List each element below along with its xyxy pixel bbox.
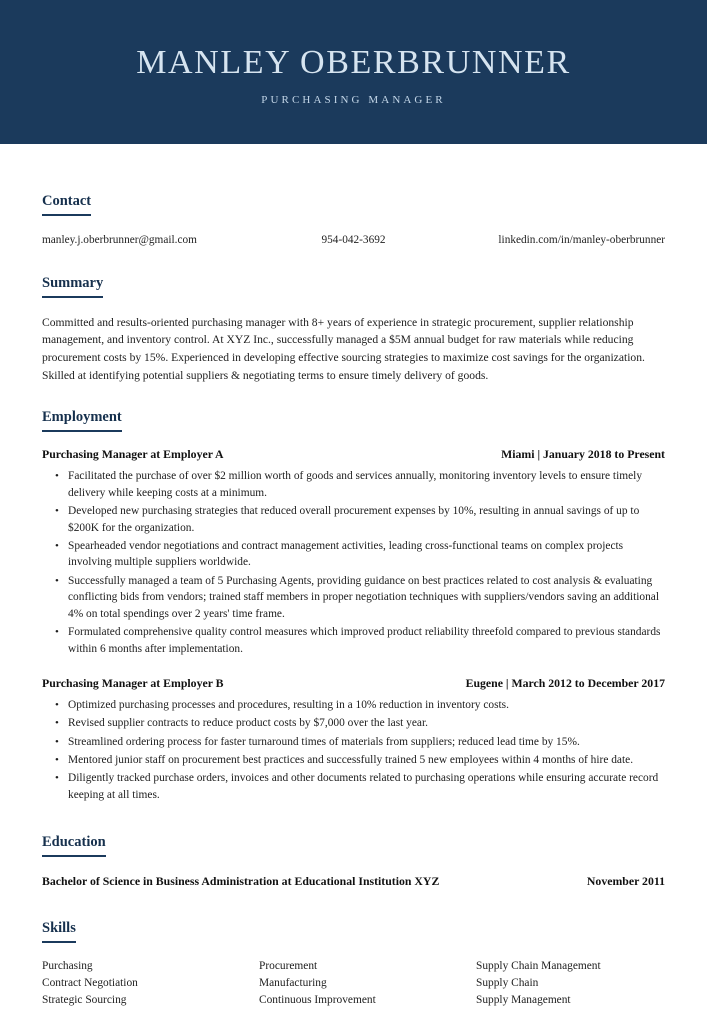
job-location-dates: Miami | January 2018 to Present (501, 447, 665, 462)
job-bullet: • Formulated comprehensive quality control measures which improved product reliability threefold compared to previous standards within 6 months after implementation. (68, 624, 665, 657)
job-bullet: • Spearheaded vendor negotiations and contract management activities, leading cross-functional teams on complex projects involving multiple suppliers worldwide. (68, 538, 665, 571)
section-employment (42, 384, 665, 803)
section-summary (42, 246, 665, 384)
job-bullet: • Streamlined ordering process for faster turnaround times of materials from suppliers; reduced lead time by 15%. (68, 734, 665, 751)
section-education (42, 805, 665, 889)
summary-paragraph: Committed and results-oriented purchasing manager with 8+ years of experience in strategic procurement, supplier relationship management, and inventory control. At XYZ Inc., successfully managed a $5M annual budget for raw materials while reducing procurement costs by 15%. Experienced in developing effective sourcing strategies to maximize cost savings for the organization. Skilled at identifying potential suppliers & negotiating terms to ensure timely delivery of goods. (42, 315, 645, 382)
contact-email[interactable]: manley.j.oberbrunner@gmail.com (42, 233, 197, 246)
skill-item: Manufacturing (259, 976, 327, 989)
job-bullet: • Successfully managed a team of 5 Purchasing Agents, providing guidance on best practices related to cost analysis & evaluating conflicting bids from vendors; trained staff members in proper negotiation techniques with suppliers/vendors saving an additional 4% on total spendings over 2 years' time frame. (68, 573, 665, 623)
job-bullet: • Developed new purchasing strategies that reduced overall procurement expenses by 10%, resulting in annual savings of up to $200K for the organization. (68, 503, 665, 536)
education-date: November 2011 (586, 873, 665, 888)
section-contact (42, 144, 665, 246)
candidate-name: MANLEY OBERBRUNNER (136, 43, 571, 81)
job-bullet: • Mentored junior staff on procurement best practices and successfully trained 5 new employees within 4 months of hire date. (68, 752, 665, 769)
job-bullet: • Revised supplier contracts to reduce product costs by $7,000 over the last year. (68, 715, 665, 732)
section-heading-employment: Employment (42, 410, 122, 432)
section-heading-education: Education (42, 835, 106, 857)
job-bullet: • Facilitated the purchase of over $2 million worth of goods and services annually, monitoring inventory levels to ensure timely delivery while keeping costs at a minimum. (68, 468, 665, 501)
skill-item: Procurement (259, 959, 318, 972)
candidate-job-title: PURCHASING MANAGER (261, 94, 446, 107)
job-location-dates: Eugene | March 2012 to December 2017 (465, 676, 665, 691)
section-heading-summary: Summary (42, 276, 103, 298)
skill-item: Strategic Sourcing (42, 994, 127, 1007)
job-bullet: • Diligently tracked purchase orders, invoices and other documents related to purchasing operations while ensuring accurate record keeping at all times. (68, 770, 665, 803)
skill-item: Supply Chain (476, 976, 539, 989)
job-title: Purchasing Manager at Employer A (42, 447, 224, 462)
skill-item: Supply Management (476, 994, 571, 1007)
job-header (42, 676, 665, 691)
job-bullet-list (42, 468, 665, 657)
skill-item: Continuous Improvement (259, 994, 376, 1007)
job-bullet-list (42, 697, 665, 803)
education-degree: Bachelor of Science in Business Administration at Educational Institution XYZ (42, 873, 440, 888)
contact-row (42, 234, 665, 246)
section-heading-contact: Contact (42, 194, 91, 216)
job-entry (42, 447, 665, 657)
section-skills (42, 889, 665, 1010)
job-header (42, 447, 665, 462)
job-bullet: • Optimized purchasing processes and procedures, resulting in a 10% reduction in inventory costs. (68, 697, 665, 714)
skill-item: Supply Chain Management (476, 959, 601, 972)
job-entry (42, 676, 665, 803)
skill-item: Purchasing (42, 959, 93, 972)
contact-phone[interactable]: 954-042-3692 (321, 233, 386, 246)
resume-header-banner (0, 0, 707, 144)
skill-item: Contract Negotiation (42, 976, 138, 989)
job-title: Purchasing Manager at Employer B (42, 676, 224, 691)
education-entry (42, 874, 665, 889)
section-heading-skills: Skills (42, 921, 76, 943)
resume-body (0, 144, 707, 1010)
skills-grid (42, 958, 665, 1010)
contact-linkedin[interactable]: linkedin.com/in/manley-oberbrunner (498, 233, 666, 246)
